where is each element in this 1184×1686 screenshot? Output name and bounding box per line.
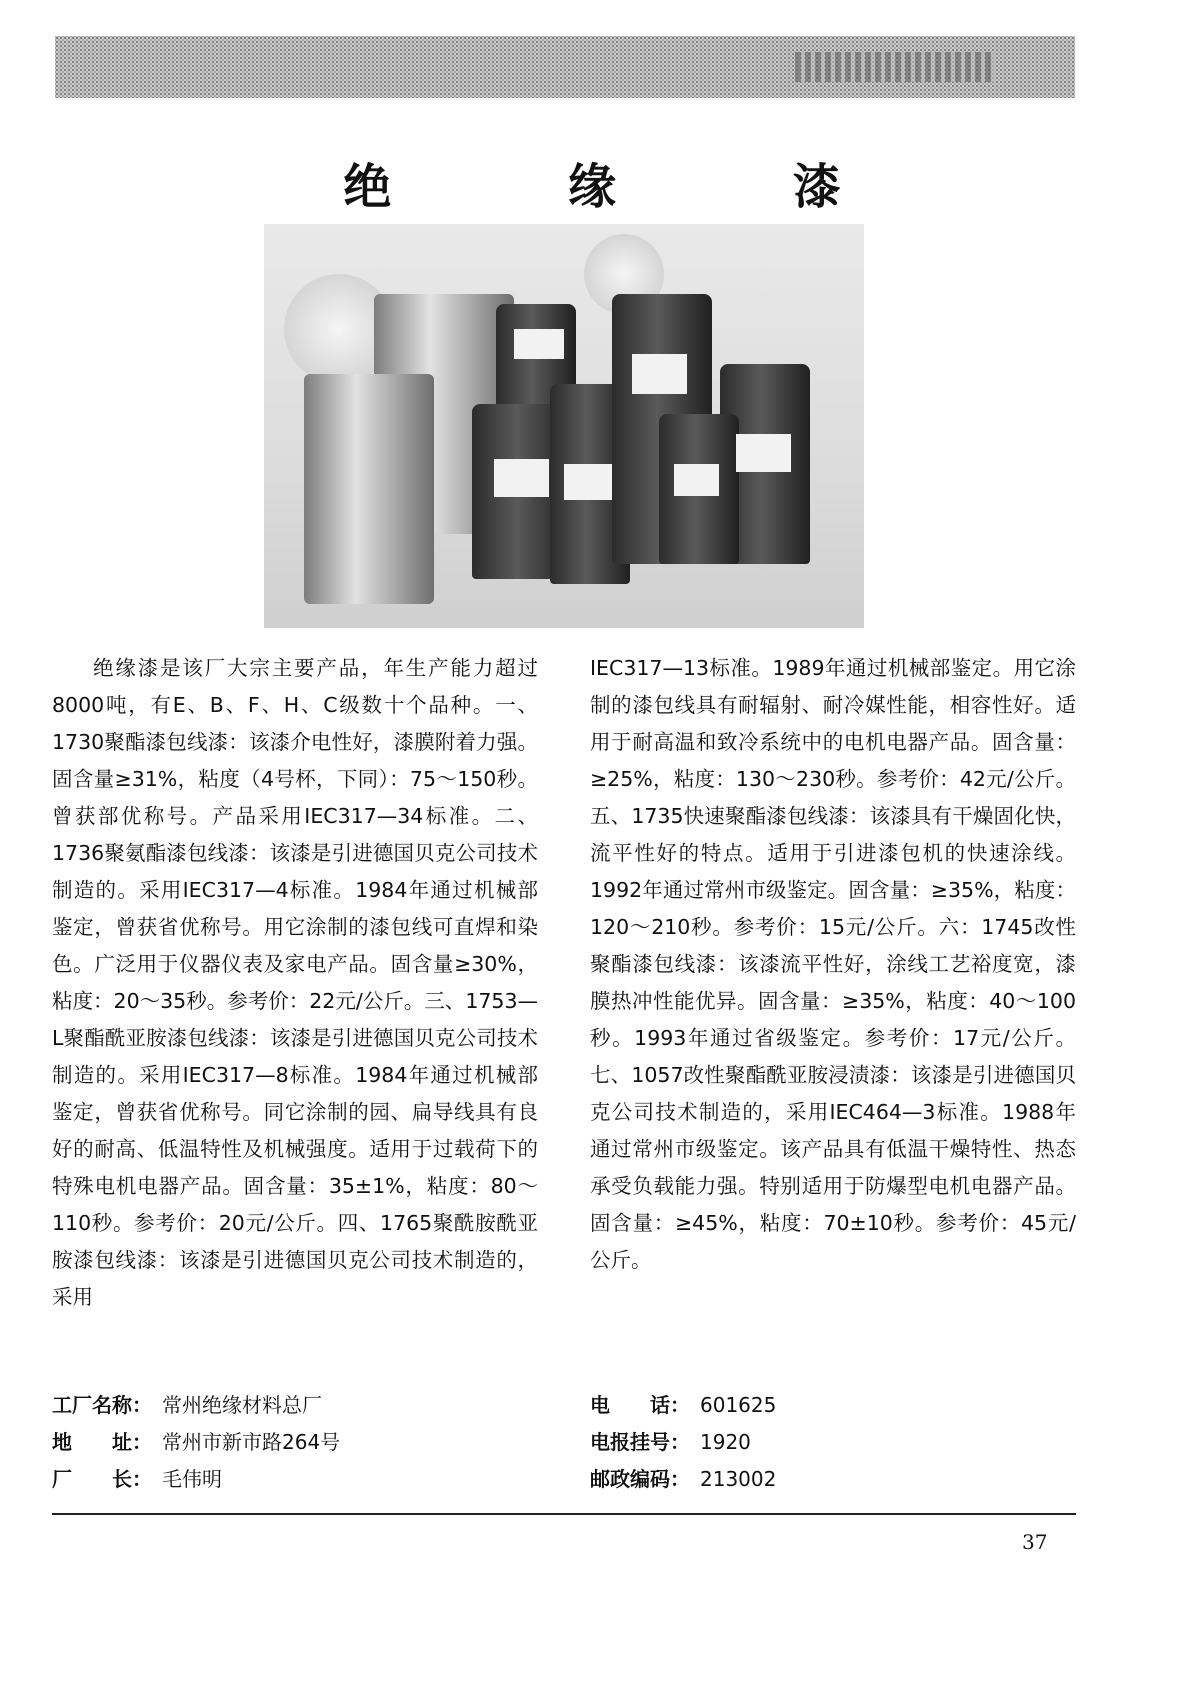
body-text-left-column <box>52 650 538 1316</box>
factory-info-right <box>590 1387 776 1498</box>
info-value: 常州绝缘材料总厂 <box>162 1393 322 1417</box>
info-value: 常州市新市路264号 <box>162 1430 341 1454</box>
info-row-phone <box>590 1387 776 1424</box>
page-number: 37 <box>1022 1530 1048 1554</box>
factory-info-left <box>52 1387 340 1498</box>
info-row-telegraph <box>590 1424 776 1461</box>
info-value: 601625 <box>700 1393 777 1417</box>
info-row-postcode <box>590 1461 776 1498</box>
info-label: 电报挂号： <box>590 1430 690 1454</box>
jar-label <box>632 354 687 394</box>
info-label: 电 话： <box>590 1393 690 1417</box>
info-value: 1920 <box>700 1430 751 1454</box>
info-value: 213002 <box>700 1467 777 1491</box>
info-label: 厂 长： <box>52 1467 152 1491</box>
body-paragraph-right: IEC317—13标准。1989年通过机械部鉴定。用它涂制的漆包线具有耐辐射、耐冷媒性能，相容性好。适用于耐高温和致冷系统中的电机电器产品。固含量：≥25%，粘度：130～230秒。参考价：42元/公斤。五、1735快速聚酯漆包线漆：该漆具有干燥固化快，流平性好的特点。适用于引进漆包机的快速涂线。1992年通过常州市级鉴定。固含量：≥35%，粘度：120～210秒。参考价：15元/公斤。六：1745改性聚酯漆包线漆：该漆流平性好，涂线工艺裕度宽，漆膜热冲性能优异。固含量：≥35%，粘度：40～100秒。1993年通过省级鉴定。参考价：17元/公斤。七、1057改性聚酯酰亚胺浸渍漆：该漆是引进德国贝克公司技术制造的，采用IEC464—3标准。1988年通过常州市级鉴定。该产品具有低温干燥特性、热态承受负载能力强。特别适用于防爆型电机电器产品。固含量：≥45%，粘度：70±10秒。参考价：45元/公斤。 <box>590 656 1076 1272</box>
body-text-right-column <box>590 650 1076 1279</box>
body-paragraph-left: 绝缘漆是该厂大宗主要产品，年生产能力超过8000吨，有E、B、F、H、C级数十个品种。一、1730聚酯漆包线漆：该漆介电性好，漆膜附着力强。固含量≥31%，粘度（4号杯，下同）：75～150秒。曾获部优称号。产品采用IEC317—34标准。二、1736聚氨酯漆包线漆：该漆是引进德国贝克公司技术制造的。采用IEC317—4标准。1984年通过机械部鉴定，曾获省优称号。用它涂制的漆包线可直焊和染色。广泛用于仪器仪表及家电产品。固含量≥30%，粘度：20～35秒。参考价：22元/公斤。三、1753—L聚酯酰亚胺漆包线漆：该漆是引进德国贝克公司技术制造的。采用IEC317—8标准。1984年通过机械部鉴定，曾获省优称号。同它涂制的园、扁导线具有良好的耐高、低温特性及机械强度。适用于过载荷下的特殊电机电器产品。固含量：35±1%，粘度：80～110秒。参考价：20元/公斤。四、1765聚酰胺酰亚胺漆包线漆：该漆是引进德国贝克公司技术制造的，采用 <box>52 656 538 1309</box>
info-row-director <box>52 1461 340 1498</box>
info-row-factory-name <box>52 1387 340 1424</box>
jar-label <box>564 464 612 500</box>
jar-label <box>494 459 549 497</box>
info-label: 工厂名称： <box>52 1393 152 1417</box>
jar-label <box>514 329 564 359</box>
info-label: 地 址： <box>52 1430 152 1454</box>
footer-divider <box>52 1513 1076 1515</box>
header-decoration <box>795 52 995 82</box>
jar-label <box>674 464 719 496</box>
info-label: 邮政编码： <box>590 1467 690 1491</box>
jar-label <box>736 434 791 472</box>
header-pattern-band <box>55 36 1075 98</box>
page-title: 绝 缘 漆 <box>343 159 921 215</box>
paint-tin-stack <box>304 374 434 604</box>
info-value: 毛伟明 <box>162 1467 222 1491</box>
info-row-address <box>52 1424 340 1461</box>
product-photo <box>264 224 864 628</box>
